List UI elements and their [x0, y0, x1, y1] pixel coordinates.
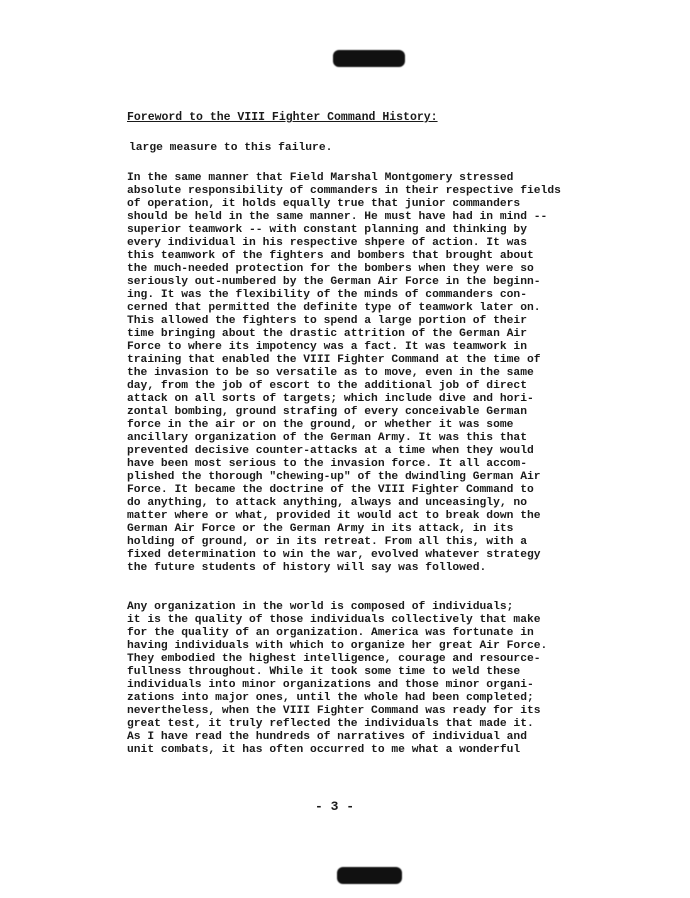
text-line: superior teamwork -- with constant planning and thinking by: [127, 224, 527, 236]
text-line: the much-needed protection for the bombers when they were so: [127, 263, 534, 275]
text-line: prevented decisive counter-attacks at a time when they would: [127, 445, 534, 457]
text-line: fullness throughout. While it took some time to weld these: [127, 666, 521, 678]
text-line: zations into major ones, until the whole had been completed;: [127, 692, 534, 704]
text-line: individuals into minor organizations and those minor organi-: [127, 679, 534, 691]
text-line: great test, it truly reflected the individuals that made it.: [127, 718, 534, 730]
text-line: fixed determination to win the war, evolved whatever strategy: [127, 549, 541, 561]
text-line: In the same manner that Field Marshal Montgomery stressed: [127, 172, 514, 184]
text-line: training that enabled the VIII Fighter Command at the time of: [127, 354, 541, 366]
text-line: this teamwork of the fighters and bombers that brought about: [127, 250, 534, 262]
text-line: have been most serious to the invasion force. It all accom-: [127, 458, 527, 470]
text-line: seriously out-numbered by the German Air Force in the beginn-: [127, 276, 541, 288]
text-line: They embodied the highest intelligence, courage and resource-: [127, 653, 541, 665]
text-line: ancillary organization of the German Army. It was this that: [127, 432, 527, 444]
text-line: ing. It was the flexibility of the minds of commanders con-: [127, 289, 527, 301]
text-line: Force. It became the doctrine of the VIII Fighter Command to: [127, 484, 534, 496]
text-line: for the quality of an organization. America was fortunate in: [127, 627, 534, 639]
text-line: This allowed the fighters to spend a large portion of their: [127, 315, 527, 327]
text-line: zontal bombing, ground strafing of every conceivable German: [127, 406, 527, 418]
text-line: large measure to this failure.: [129, 142, 333, 154]
page-number: - 3 -: [315, 799, 355, 814]
text-line: the future students of history will say was followed.: [127, 562, 487, 574]
text-line: every individual in his respective shpere of action. It was: [127, 237, 527, 249]
text-line: the invasion to be so versatile as to move, even in the same: [127, 367, 534, 379]
text-line: German Air Force or the German Army in its attack, in its: [127, 523, 514, 535]
text-line: unit combats, it has often occurred to me what a wonderful: [127, 744, 521, 756]
redaction-mark-top: [333, 50, 405, 67]
text-line: having individuals with which to organize her great Air Force.: [127, 640, 548, 652]
text-line: holding of ground, or in its retreat. From all this, with a: [127, 536, 527, 548]
text-line: plished the thorough "chewing-up" of the dwindling German Air: [127, 471, 541, 483]
text-line: force in the air or on the ground, or whether it was some: [127, 419, 514, 431]
redaction-mark-bottom: [337, 867, 402, 884]
text-line: Any organization in the world is composed of individuals;: [127, 601, 514, 613]
text-line: of operation, it holds equally true that junior commanders: [127, 198, 521, 210]
text-line: As I have read the hundreds of narratives of individual and: [127, 731, 527, 743]
text-line: nevertheless, when the VIII Fighter Command was ready for its: [127, 705, 541, 717]
text-line: matter where or what, provided it would act to break down the: [127, 510, 541, 522]
text-line: day, from the job of escort to the additional job of direct: [127, 380, 527, 392]
text-line: cerned that permitted the definite type of teamwork later on.: [127, 302, 541, 314]
text-line: it is the quality of those individuals collectively that make: [127, 614, 541, 626]
text-line: attack on all sorts of targets; which include dive and hori-: [127, 393, 534, 405]
text-line: should be held in the same manner. He must have had in mind --: [127, 211, 548, 223]
text-line: do anything, to attack anything, always and unceasingly, no: [127, 497, 527, 509]
text-line: absolute responsibility of commanders in their respective fields: [127, 185, 561, 197]
text-line: time bringing about the drastic attrition of the German Air: [127, 328, 527, 340]
text-line: Force to where its impotency was a fact. It was teamwork in: [127, 341, 527, 353]
document-heading: Foreword to the VIII Fighter Command History:: [127, 111, 438, 124]
